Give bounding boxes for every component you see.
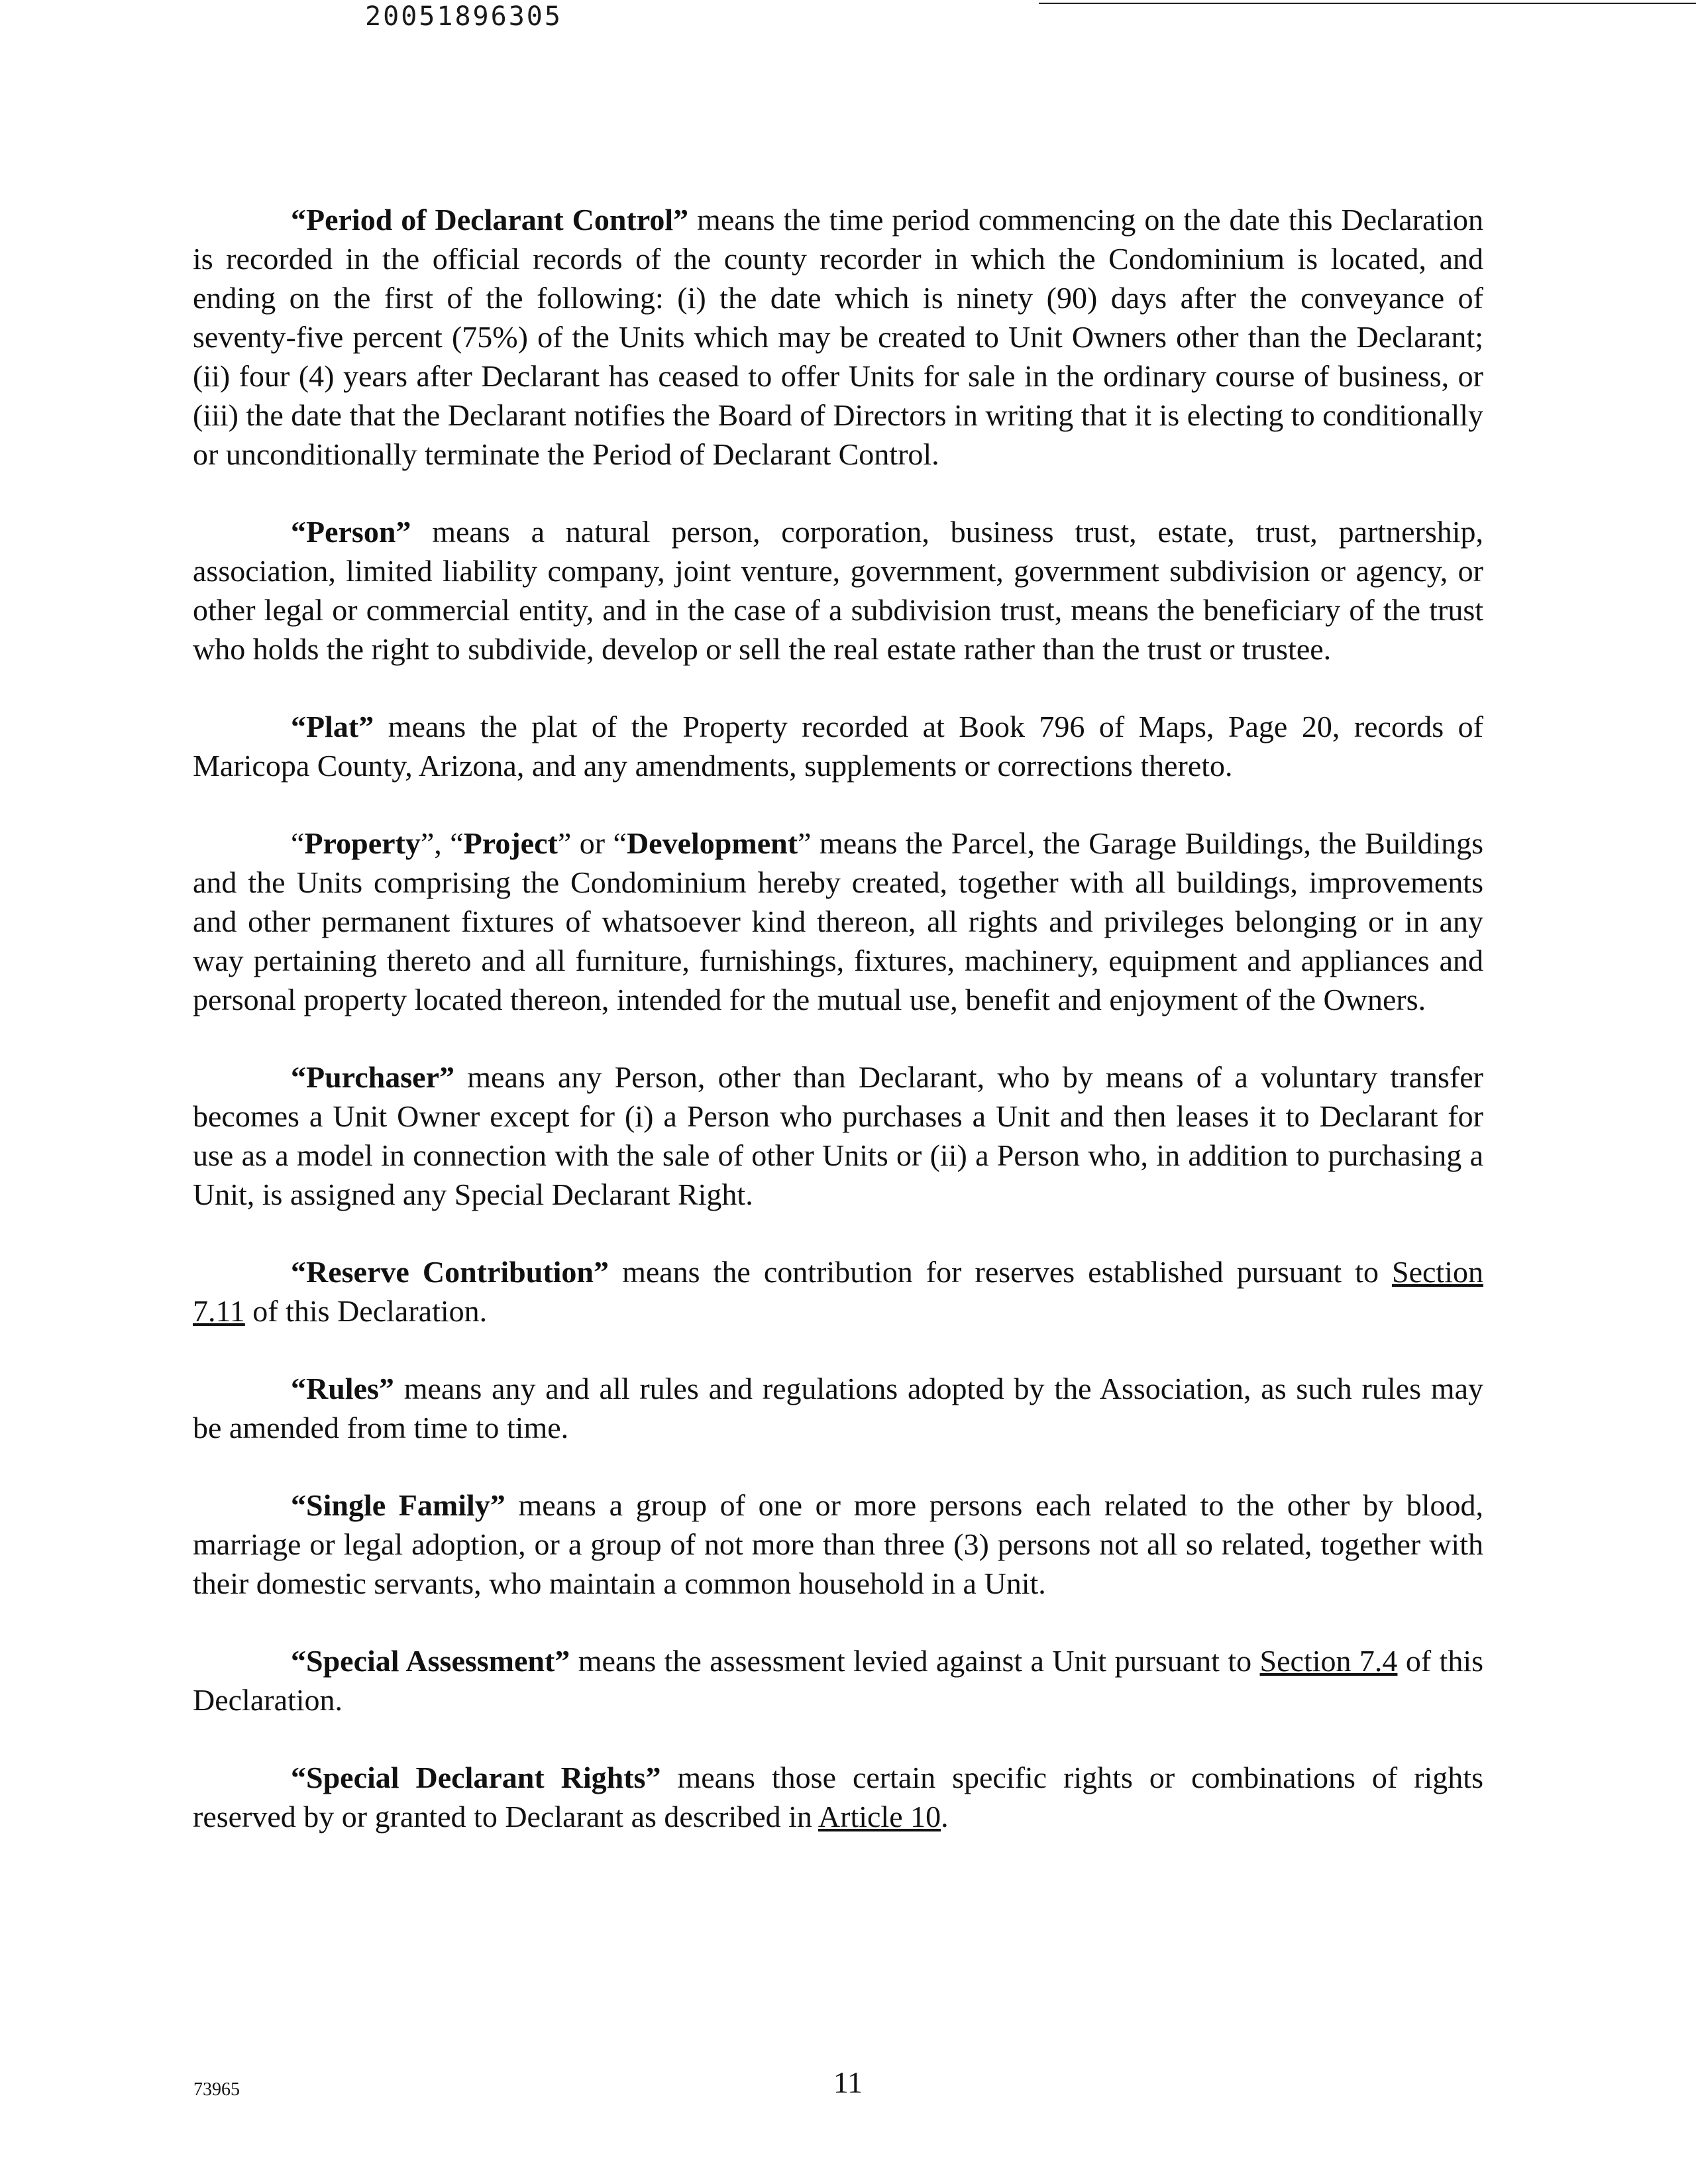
definition-paragraph: [193, 1369, 1483, 1447]
defined-term: Property: [304, 826, 421, 860]
page-number: 11: [833, 2065, 863, 2099]
defined-term: “Rules”: [291, 1372, 394, 1405]
defined-term: “Reserve Contribution”: [291, 1255, 610, 1289]
defined-term: “Purchaser”: [291, 1060, 455, 1094]
header-rule: [1039, 3, 1696, 4]
defined-term: “Special Declarant Rights”: [291, 1761, 661, 1794]
definition-text: of this Declaration.: [193, 1644, 1484, 1717]
definition-text: means the plat of the Property recorded at Book 796 of Maps, Page 20, records of Maricopa County, Arizona, and any amendments, supplements or corrections thereto.: [193, 710, 1483, 783]
defined-term: “Special Assessment”: [291, 1644, 570, 1678]
definition-text: means a group of one or more persons each related to the other by blood, marriage or legal adoption, or a group of not more than three (3) persons not all so related, together with their domestic servants, who maintain a common household in a Unit.: [193, 1488, 1484, 1600]
footer-doc-code: 73965: [193, 2079, 240, 2100]
section-reference: Section 7.11: [193, 1255, 1483, 1328]
defined-term: “Period of Declarant Control”: [291, 203, 689, 237]
definition-paragraph: [193, 200, 1483, 474]
definition-text: means any Person, other than Declarant, who by means of a voluntary transfer becomes a Unit Owner except for (i) a Person who purchases a Unit and then leases it to Declarant for use as a model in connection with the sale of other Units or (ii) a Person who, in addition to purchasing a Unit, is assigned any Special Declarant Right.: [193, 1060, 1483, 1211]
section-reference: Article 10: [818, 1800, 941, 1833]
definitions-list: [193, 200, 1483, 1875]
definition-paragraph: [193, 824, 1483, 1019]
definition-text: “: [291, 826, 305, 860]
definition-paragraph: [193, 1641, 1483, 1720]
definition-text: ” means the Parcel, the Garage Buildings, the Buildings and the Units comprising the Condominium hereby created, together with all buildings, improvements and other permanent fixtures of whatsoever kind thereon, all rights and privileges belonging or in any way pertaining thereto and all furniture, furnishings, fixtures, machinery, equipment and appliances and personal property located thereon, intended for the mutual use, benefit and enjoyment of the Owners.: [193, 826, 1483, 1016]
defined-term: Development: [626, 826, 798, 860]
definition-text: ”, “: [420, 826, 464, 860]
definition-text: means any and all rules and regulations adopted by the Association, as such rules may be amended from time to time.: [193, 1372, 1483, 1445]
defined-term: “Single Family”: [291, 1488, 505, 1522]
definition-paragraph: [193, 707, 1483, 785]
definition-text: means those certain specific rights or combinations of rights reserved by or granted to Declarant as described in: [193, 1761, 1483, 1833]
defined-term: “Person”: [291, 515, 411, 549]
definition-text: means a natural person, corporation, business trust, estate, trust, partnership, association, limited liability company, joint venture, government, government subdivision or agency, or other legal or commercial entity, and in the case of a subdivision trust, means the beneficiary of the trust who holds the right to subdivide, develop or sell the real estate rather than the trust or trustee.: [193, 515, 1483, 666]
definition-paragraph: [193, 1758, 1483, 1836]
defined-term: “Plat”: [291, 710, 374, 743]
definition-paragraph: [193, 1252, 1483, 1331]
definition-paragraph: [193, 512, 1483, 669]
defined-term: Project: [463, 826, 558, 860]
section-reference: Section 7.4: [1259, 1644, 1398, 1678]
definition-text: of this Declaration.: [244, 1294, 488, 1328]
definition-text: .: [941, 1800, 949, 1833]
definition-text: ” or “: [557, 826, 627, 860]
definition-text: means the contribution for reserves established pursuant to: [609, 1255, 1392, 1289]
definition-paragraph: [193, 1058, 1483, 1214]
definition-text: means the time period commencing on the date this Declaration is recorded in the official records of the county recorder in which the Condominium is located, and ending on the first of the following: (i) the date which is ninety (90) days after the conveyance of seventy-five percent (75%) of the Units which may be created to Unit Owners other than the Declarant; (ii) four (4) years after Declarant has ceased to offer Units for sale in the ordinary course of business, or (iii) the date that the Declarant notifies the Board of Directors in writing that it is electing to conditionally or unconditionally terminate the Period of Declarant Control.: [193, 203, 1483, 471]
recording-number: 20051896305: [365, 1, 562, 32]
definition-text: means the assessment levied against a Unit pursuant to: [570, 1644, 1260, 1678]
definition-paragraph: [193, 1486, 1483, 1603]
